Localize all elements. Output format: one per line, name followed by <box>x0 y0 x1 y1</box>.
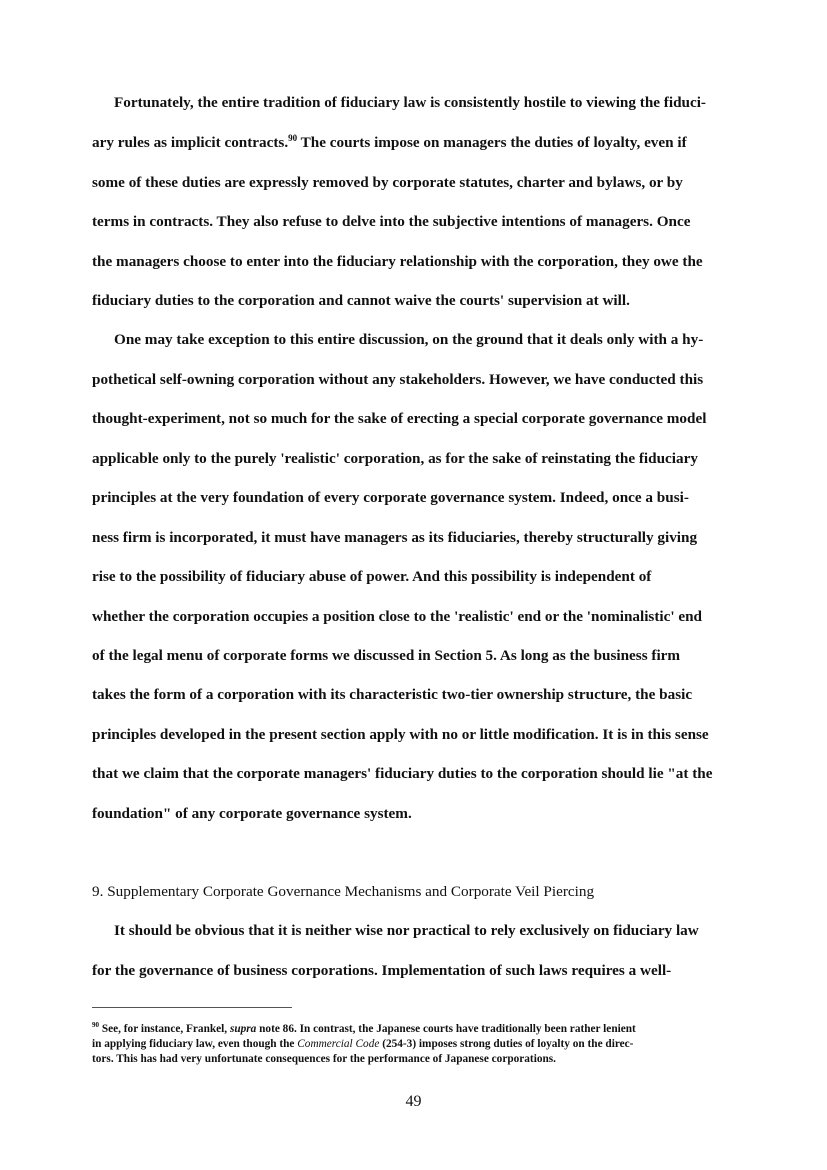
footnote-text: (254-3) imposes strong duties of loyalty on the direc- <box>379 1038 634 1050</box>
body-line: for the governance of business corporations. Implementation of such laws requires a well- <box>92 962 672 979</box>
body-text: The courts impose on managers the duties of loyalty, even if <box>297 134 687 151</box>
footnote-italic: Commercial Code <box>297 1038 380 1050</box>
body-line: that we claim that the corporate managers' fiduciary duties to the corporation should lie "at the <box>92 765 713 782</box>
footnote-ref-90[interactable]: 90 <box>288 132 298 143</box>
body-line: ness firm is incorporated, it must have managers as its fiduciaries, thereby structurally giving <box>92 529 698 546</box>
footnote-line: tors. This has had very unfortunate consequences for the performance of Japanese corporations. <box>92 1053 556 1065</box>
footnote-line <box>92 1037 782 1051</box>
body-line: of the legal menu of corporate forms we discussed in Section 5. As long as the business firm <box>92 647 681 664</box>
footnote-text: in applying fiduciary law, even though the <box>92 1038 298 1050</box>
body-line: rise to the possibility of fiduciary abuse of power. And this possibility is independent of <box>92 568 652 585</box>
body-line <box>92 134 782 152</box>
footnote-marker: 90 <box>92 1021 99 1030</box>
body-line: terms in contracts. They also refuse to delve into the subjective intentions of managers. Once <box>92 213 691 230</box>
section-heading: 9. Supplementary Corporate Governance Mechanisms and Corporate Veil Piercing <box>92 883 595 900</box>
body-line: It should be obvious that it is neither wise nor practical to rely exclusively on fiduciary law <box>114 922 699 939</box>
body-line: pothetical self-owning corporation without any stakeholders. However, we have conducted this <box>92 371 704 388</box>
body-line: some of these duties are expressly removed by corporate statutes, charter and bylaws, or by <box>92 174 683 191</box>
body-line: fiduciary duties to the corporation and cannot waive the courts' supervision at will. <box>92 292 630 309</box>
body-line: thought-experiment, not so much for the sake of erecting a special corporate governance model <box>92 410 707 427</box>
body-line: whether the corporation occupies a position close to the 'realistic' end or the 'nominalistic' end <box>92 608 702 625</box>
body-line: foundation" of any corporate governance system. <box>92 805 412 822</box>
footnote-divider <box>92 1007 292 1008</box>
body-line: principles at the very foundation of every corporate governance system. Indeed, once a busi- <box>92 489 689 506</box>
footnote-line <box>92 1022 782 1036</box>
page-number: 49 <box>405 1093 422 1110</box>
body-line: applicable only to the purely 'realistic' corporation, as for the sake of reinstating the fiduciary <box>92 450 698 467</box>
body-line: Fortunately, the entire tradition of fiduciary law is consistently hostile to viewing the fiduci- <box>114 94 706 111</box>
body-text: ary rules as implicit contracts. <box>92 134 289 151</box>
body-line: takes the form of a corporation with its characteristic two-tier ownership structure, the basic <box>92 686 693 703</box>
body-line: One may take exception to this entire discussion, on the ground that it deals only with a hy- <box>114 331 704 348</box>
body-line: the managers choose to enter into the fiduciary relationship with the corporation, they owe the <box>92 253 703 270</box>
footnote-text: See, for instance, Frankel, <box>99 1023 230 1035</box>
footnote-italic: supra <box>229 1023 257 1035</box>
footnote-text: note 86. In contrast, the Japanese courts have traditionally been rather lenient <box>256 1023 636 1035</box>
body-line: principles developed in the present section apply with no or little modification. It is in this sense <box>92 726 709 743</box>
